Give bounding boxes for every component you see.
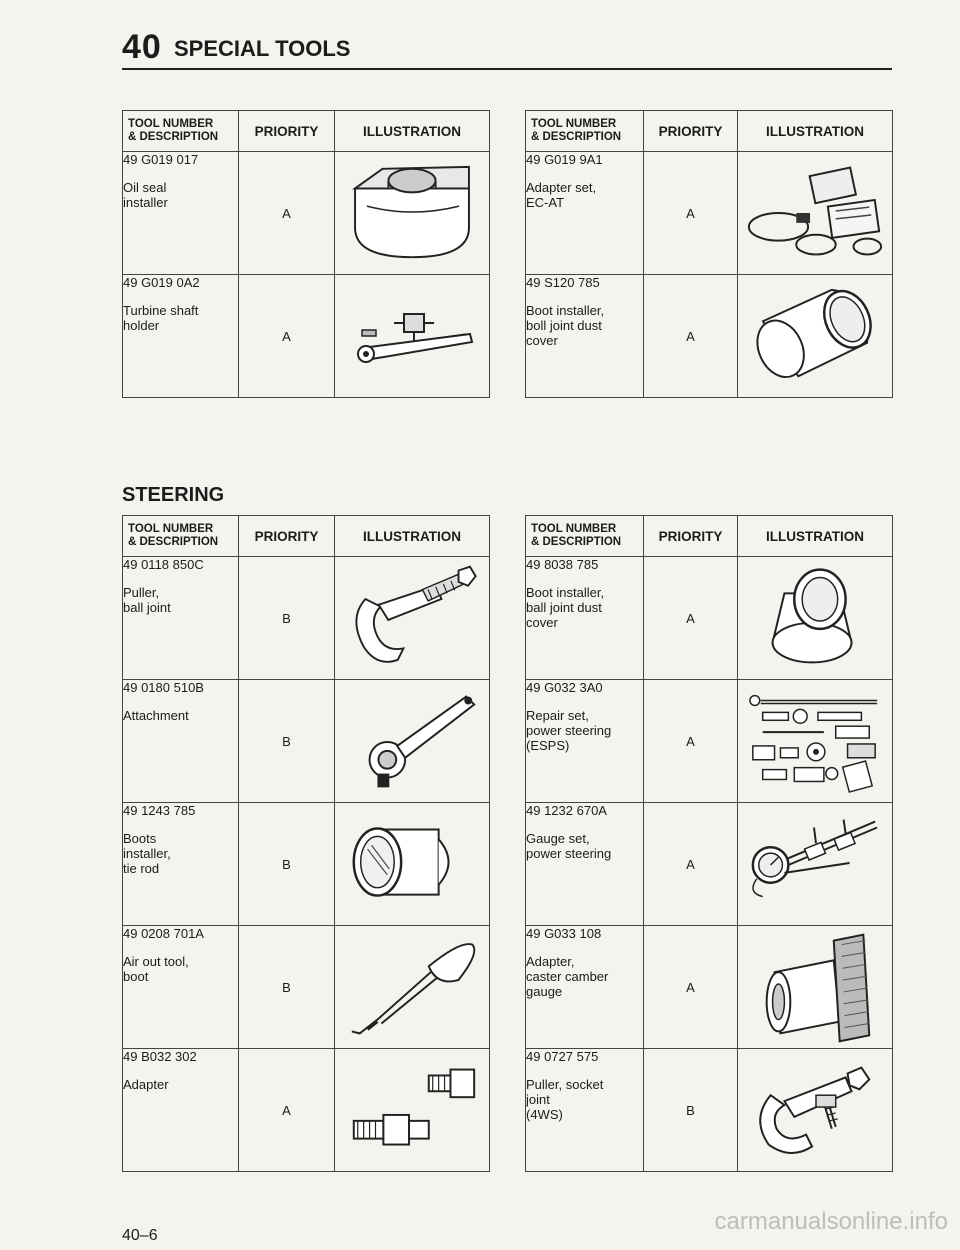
illustration-cell xyxy=(335,926,490,1049)
tool-number: 49 1243 785 xyxy=(123,803,196,818)
illustration-cell xyxy=(335,557,490,680)
table-row xyxy=(526,803,893,926)
priority-value: A xyxy=(239,275,335,398)
priority-value: B xyxy=(239,803,335,926)
priority-value: B xyxy=(644,1049,738,1172)
page-number: 40–6 xyxy=(122,1227,158,1244)
illustration-cell xyxy=(335,803,490,926)
tool-number: 49 G019 9A1 xyxy=(526,152,603,167)
tool-number: 49 B032 302 xyxy=(123,1049,197,1064)
priority-value: A xyxy=(644,680,738,803)
illustration-cell xyxy=(738,152,893,275)
socket-joint-puller-icon xyxy=(741,1055,889,1165)
priority-value: B xyxy=(239,680,335,803)
tool-description: Boot installer, ball joint dust cover xyxy=(526,585,605,630)
tool-cell xyxy=(526,680,644,803)
site-watermark: carmanualsonline.info xyxy=(714,1208,948,1235)
tool-cell xyxy=(123,803,239,926)
tool-table-top-left xyxy=(122,110,490,398)
chapter-number: 40 xyxy=(122,28,162,66)
table-row xyxy=(123,557,490,680)
illustration-cell xyxy=(738,680,893,803)
priority-value: A xyxy=(644,275,738,398)
tool-number: 49 8038 785 xyxy=(526,557,599,572)
tool-cell xyxy=(526,926,644,1049)
col-priority-header: PRIORITY xyxy=(644,111,738,152)
illustration-cell xyxy=(335,275,490,398)
table-header-row xyxy=(123,111,490,152)
boot-installer-cup-icon xyxy=(741,563,889,673)
col-tool-header: TOOL NUMBER & DESCRIPTION xyxy=(526,111,644,152)
tool-description: Gauge set, power steering xyxy=(526,831,612,861)
tool-cell xyxy=(123,680,239,803)
priority-value: A xyxy=(239,152,335,275)
priority-value: B xyxy=(239,557,335,680)
tool-number: 49 G019 0A2 xyxy=(123,275,200,290)
tool-number: 49 S120 785 xyxy=(526,275,600,290)
tool-description: Turbine shaft holder xyxy=(123,303,199,333)
illustration-cell xyxy=(335,680,490,803)
table-header-row xyxy=(526,516,893,557)
table-header-row xyxy=(526,111,893,152)
col-priority-header: PRIORITY xyxy=(239,111,335,152)
col-illustration-header: ILLUSTRATION xyxy=(738,516,893,557)
tool-description: Adapter, caster camber gauge xyxy=(526,954,609,999)
boots-installer-icon xyxy=(338,809,486,919)
table-row xyxy=(123,926,490,1049)
tool-number: 49 G033 108 xyxy=(526,926,602,941)
tool-table-steering-left xyxy=(122,515,490,1172)
table-row xyxy=(526,152,893,275)
oil-seal-installer-icon xyxy=(342,159,482,267)
table-row xyxy=(526,1049,893,1172)
table-row xyxy=(526,557,893,680)
illustration-cell xyxy=(738,926,893,1049)
repair-set-icon xyxy=(741,686,889,796)
tool-cell xyxy=(526,1049,644,1172)
gauge-set-icon xyxy=(741,809,889,919)
col-tool-header: TOOL NUMBER & DESCRIPTION xyxy=(123,516,239,557)
tool-description: Adapter set, EC-AT xyxy=(526,180,597,210)
adapter-set-icon xyxy=(741,163,889,263)
tool-description: Puller, socket joint (4WS) xyxy=(526,1077,604,1122)
turbine-shaft-holder-icon xyxy=(342,296,482,376)
col-priority-header: PRIORITY xyxy=(644,516,738,557)
col-illustration-header: ILLUSTRATION xyxy=(335,516,490,557)
tool-number: 49 0208 701A xyxy=(123,926,204,941)
priority-value: A xyxy=(644,152,738,275)
priority-value: A xyxy=(644,557,738,680)
col-illustration-header: ILLUSTRATION xyxy=(335,111,490,152)
tool-description: Air out tool, boot xyxy=(123,954,189,984)
tool-cell xyxy=(123,926,239,1049)
tool-description: Boot installer, boll joint dust cover xyxy=(526,303,605,348)
table-row xyxy=(526,680,893,803)
page-header xyxy=(122,28,892,70)
boot-installer-cylinder-icon xyxy=(741,282,889,390)
priority-value: A xyxy=(644,926,738,1049)
priority-value: A xyxy=(239,1049,335,1172)
tool-number: 49 1232 670A xyxy=(526,803,607,818)
tool-number: 49 0727 575 xyxy=(526,1049,599,1064)
col-tool-header: TOOL NUMBER & DESCRIPTION xyxy=(123,111,239,152)
tool-cell xyxy=(526,557,644,680)
table-row xyxy=(123,803,490,926)
chapter-title: SPECIAL TOOLS xyxy=(174,36,351,61)
illustration-cell xyxy=(738,1049,893,1172)
table-row xyxy=(526,926,893,1049)
caster-camber-adapter-icon xyxy=(741,930,889,1044)
tool-table-steering-right xyxy=(525,515,893,1172)
tool-description: Repair set, power steering (ESPS) xyxy=(526,708,612,753)
col-tool-header: TOOL NUMBER & DESCRIPTION xyxy=(526,516,644,557)
illustration-cell xyxy=(335,152,490,275)
tool-cell xyxy=(123,557,239,680)
tool-description: Attachment xyxy=(123,708,189,723)
table-row xyxy=(123,680,490,803)
tool-table-top-right xyxy=(525,110,893,398)
section-heading-steering: STEERING xyxy=(122,484,225,506)
tool-description: Adapter xyxy=(123,1077,169,1092)
adapter-fittings-icon xyxy=(338,1055,486,1165)
illustration-cell xyxy=(738,275,893,398)
tool-cell xyxy=(526,803,644,926)
attachment-wrench-icon xyxy=(338,686,486,796)
tool-number: 49 G019 017 xyxy=(123,152,199,167)
table-row xyxy=(526,275,893,398)
tool-cell xyxy=(123,152,239,275)
col-priority-header: PRIORITY xyxy=(239,516,335,557)
col-illustration-header: ILLUSTRATION xyxy=(738,111,893,152)
priority-value: B xyxy=(239,926,335,1049)
tool-number: 49 G032 3A0 xyxy=(526,680,603,695)
tool-cell xyxy=(123,1049,239,1172)
ball-joint-puller-icon xyxy=(338,561,486,675)
tool-cell xyxy=(526,152,644,275)
tool-description: Oil seal installer xyxy=(123,180,168,210)
illustration-cell xyxy=(335,1049,490,1172)
tool-description: Puller, ball joint xyxy=(123,585,171,615)
tool-number: 49 0180 510B xyxy=(123,680,204,695)
illustration-cell xyxy=(738,557,893,680)
tool-cell xyxy=(526,275,644,398)
table-header-row xyxy=(123,516,490,557)
table-row xyxy=(123,275,490,398)
table-row xyxy=(123,1049,490,1172)
tool-number: 49 0118 850C xyxy=(123,557,204,572)
priority-value: A xyxy=(644,803,738,926)
air-out-tool-icon xyxy=(338,932,486,1042)
table-row xyxy=(123,152,490,275)
tool-cell xyxy=(123,275,239,398)
illustration-cell xyxy=(738,803,893,926)
tool-description: Boots installer, tie rod xyxy=(123,831,171,876)
